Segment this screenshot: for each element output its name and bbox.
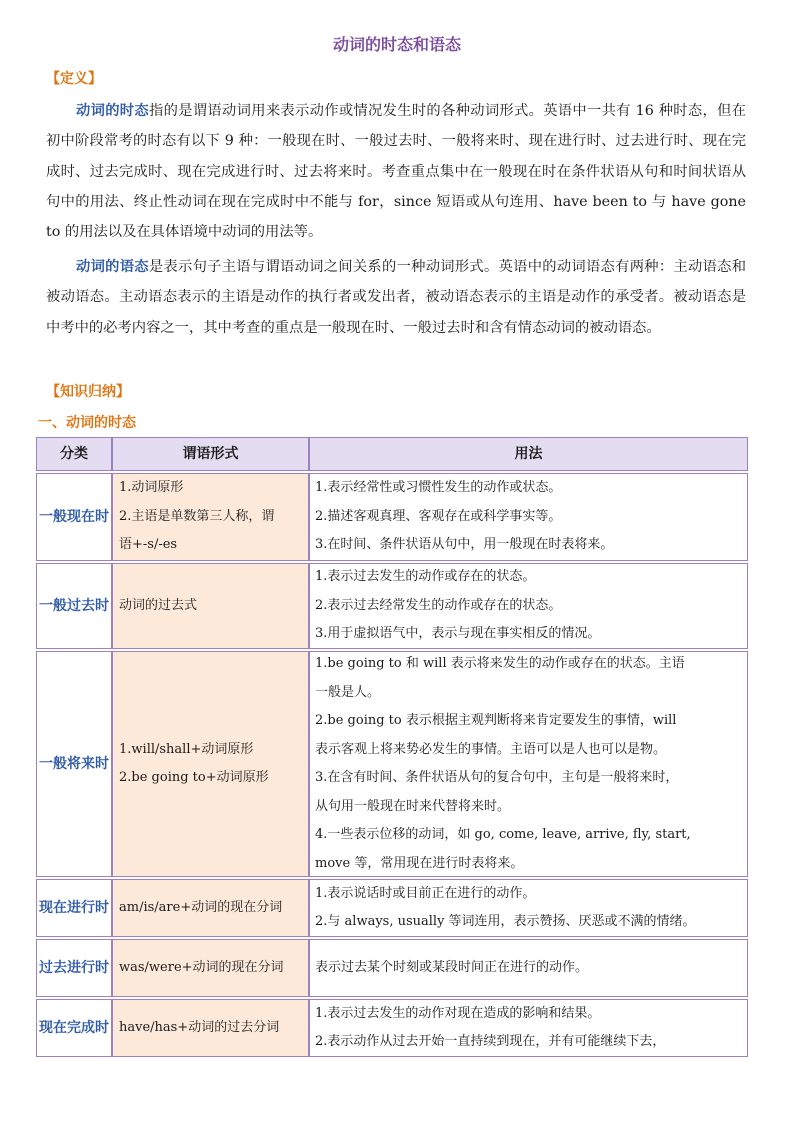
usage-cell-line: 2.be going to 表示根据主观判断将来肯定要发生的事情，will xyxy=(315,713,677,728)
form-cell xyxy=(112,651,309,877)
usage-cell-line: 1.表示说话时或目前正在进行的动作。 xyxy=(315,885,536,901)
category-cell-line: 完成时 xyxy=(67,1020,109,1036)
category-cell-line: 过去进 xyxy=(39,960,81,976)
table-row xyxy=(36,651,748,879)
table-header-row xyxy=(36,437,748,473)
table-row xyxy=(36,999,748,1059)
category-cell-line: 现在 xyxy=(39,1020,67,1036)
category-cell xyxy=(36,651,112,877)
usage-cell xyxy=(309,879,748,937)
category-cell xyxy=(36,939,112,997)
category-cell-line: 现在 xyxy=(39,900,67,916)
form-cell xyxy=(112,879,309,937)
table-body xyxy=(36,473,748,1059)
usage-cell-line: 1.表示过去发生的动作或存在的状态。 xyxy=(315,569,536,585)
usage-cell xyxy=(309,999,748,1057)
usage-cell-line: move 等，常用现在进行时表将来。 xyxy=(315,855,524,871)
category-cell xyxy=(36,563,112,649)
form-cell-line: was/were+动词的现在分词 xyxy=(119,959,284,975)
usage-cell xyxy=(309,473,748,561)
usage-cell xyxy=(309,563,748,649)
usage-cell-line: 2.与 always, usually 等词连用，表示赞扬、厌恶或不满的情绪。 xyxy=(315,914,696,929)
header-category: 分类 xyxy=(36,437,112,471)
form-cell xyxy=(112,939,309,997)
knowledge-heading: 【知识归纳】 xyxy=(46,384,130,400)
category-cell xyxy=(36,999,112,1057)
category-cell-line: 过去时 xyxy=(67,598,109,614)
category-cell-line: 进行时 xyxy=(67,900,109,916)
category-cell-line: 行时 xyxy=(81,960,109,976)
tense-term: 动词的时态 xyxy=(76,103,150,119)
form-cell-line: 1.will/shall+动词原形 xyxy=(119,741,254,757)
category-cell xyxy=(36,879,112,937)
form-cell-line: 语+-s/-es xyxy=(119,537,178,553)
usage-cell-line: 1.表示过去发生的动作对现在造成的影响和结果。 xyxy=(315,1005,601,1021)
category-cell-line: 一般 xyxy=(39,509,67,525)
usage-cell-line: 1.表示经常性或习惯性发生的动作或状态。 xyxy=(315,480,562,496)
header-form: 谓语形式 xyxy=(112,437,309,471)
tense-definition-paragraph xyxy=(46,96,746,247)
usage-cell-line: 表示过去某个时刻或某段时间正在进行的动作。 xyxy=(315,959,589,975)
category-cell-line: 现在时 xyxy=(67,509,109,525)
form-cell-line: have/has+动词的过去分词 xyxy=(119,1019,280,1035)
usage-cell xyxy=(309,939,748,997)
usage-cell xyxy=(309,651,748,877)
category-cell-line: 一般 xyxy=(39,598,67,614)
form-cell xyxy=(112,563,309,649)
table-row xyxy=(36,939,748,999)
form-cell xyxy=(112,473,309,561)
tense-definition-text: 指的是谓语动词用来表示动作或情况发生时的各种动词形式。英语中一共有 16 种时态，但在初中阶段常考的时态有以下 9 种：一般现在时、一般过去时、一般将来时、现在进行时、过去进行时、现在完成时、过去完成时、现在完成进行时、过去将来时。考查重点集中在一般现在时在条件状语从句和时间状语从句中的用法、终止性动词在现在完成时中不能与 for，since 短语或从句连用、have been to 与 have gone to 的用法以及在具体语境中动词的用法等。 xyxy=(46,103,747,241)
usage-cell-line: 3.在含有时间、条件状语从句的复合句中，主句是一般将来时， xyxy=(315,770,679,785)
usage-cell-line: 从句用一般现在时来代替将来时。 xyxy=(315,798,511,814)
category-cell xyxy=(36,473,112,561)
usage-cell-line: 2.描述客观真理、客观存在或科学事实等。 xyxy=(315,508,562,524)
table-row xyxy=(36,563,748,651)
form-cell xyxy=(112,999,309,1057)
usage-cell-line: 2.表示动作从过去开始一直持续到现在，并有可能继续下去， xyxy=(315,1034,666,1049)
usage-cell-line: 2.表示过去经常发生的动作或存在的状态。 xyxy=(315,597,562,613)
page-title: 动词的时态和语态 xyxy=(332,35,461,54)
tense-subsection-title: 一、动词的时态 xyxy=(38,415,136,431)
definition-heading: 【定义】 xyxy=(46,71,102,87)
usage-cell-line: 一般是人。 xyxy=(315,684,381,700)
voice-term: 动词的语态 xyxy=(76,259,149,275)
form-cell-line: 2.be going to+动词原形 xyxy=(119,770,269,785)
voice-definition-text: 是表示句子主语与谓语动词之间关系的一种动词形式。英语中的动词语态有两种：主动语态和被动语态。主动语态表示的主语是动作的执行者或发出者，被动语态表示的主语是动作的承受者。被动语态是中考中的必考内容之一，其中考查的重点是一般现在时、一般过去时和含有情态动词的被动语态。 xyxy=(46,259,746,336)
table-row xyxy=(36,473,748,563)
form-cell-line: am/is/are+动词的现在分词 xyxy=(119,899,283,915)
tense-table xyxy=(36,437,748,1059)
usage-cell-line: 4.一些表示位移的动词，如 go, come, leave, arrive, fly, start, xyxy=(315,827,691,842)
voice-definition-paragraph xyxy=(46,252,746,343)
form-cell-line: 动词的过去式 xyxy=(119,597,198,613)
usage-cell-line: 表示客观上将来势必发生的事情。主语可以是人也可以是物。 xyxy=(315,741,667,757)
header-usage: 用法 xyxy=(309,437,748,471)
usage-cell-line: 3.用于虚拟语气中，表示与现在事实相反的情况。 xyxy=(315,626,601,642)
category-cell-line: 将来时 xyxy=(67,756,109,772)
form-cell-line: 2.主语是单数第三人称，谓 xyxy=(119,508,275,524)
table-row xyxy=(36,879,748,939)
form-cell-line: 1.动词原形 xyxy=(119,480,184,496)
category-cell-line: 一般 xyxy=(39,756,67,772)
usage-cell-line: 1.be going to 和 will 表示将来发生的动作或存在的状态。主语 xyxy=(315,656,685,671)
usage-cell-line: 3.在时间、条件状语从句中，用一般现在时表将来。 xyxy=(315,537,614,553)
